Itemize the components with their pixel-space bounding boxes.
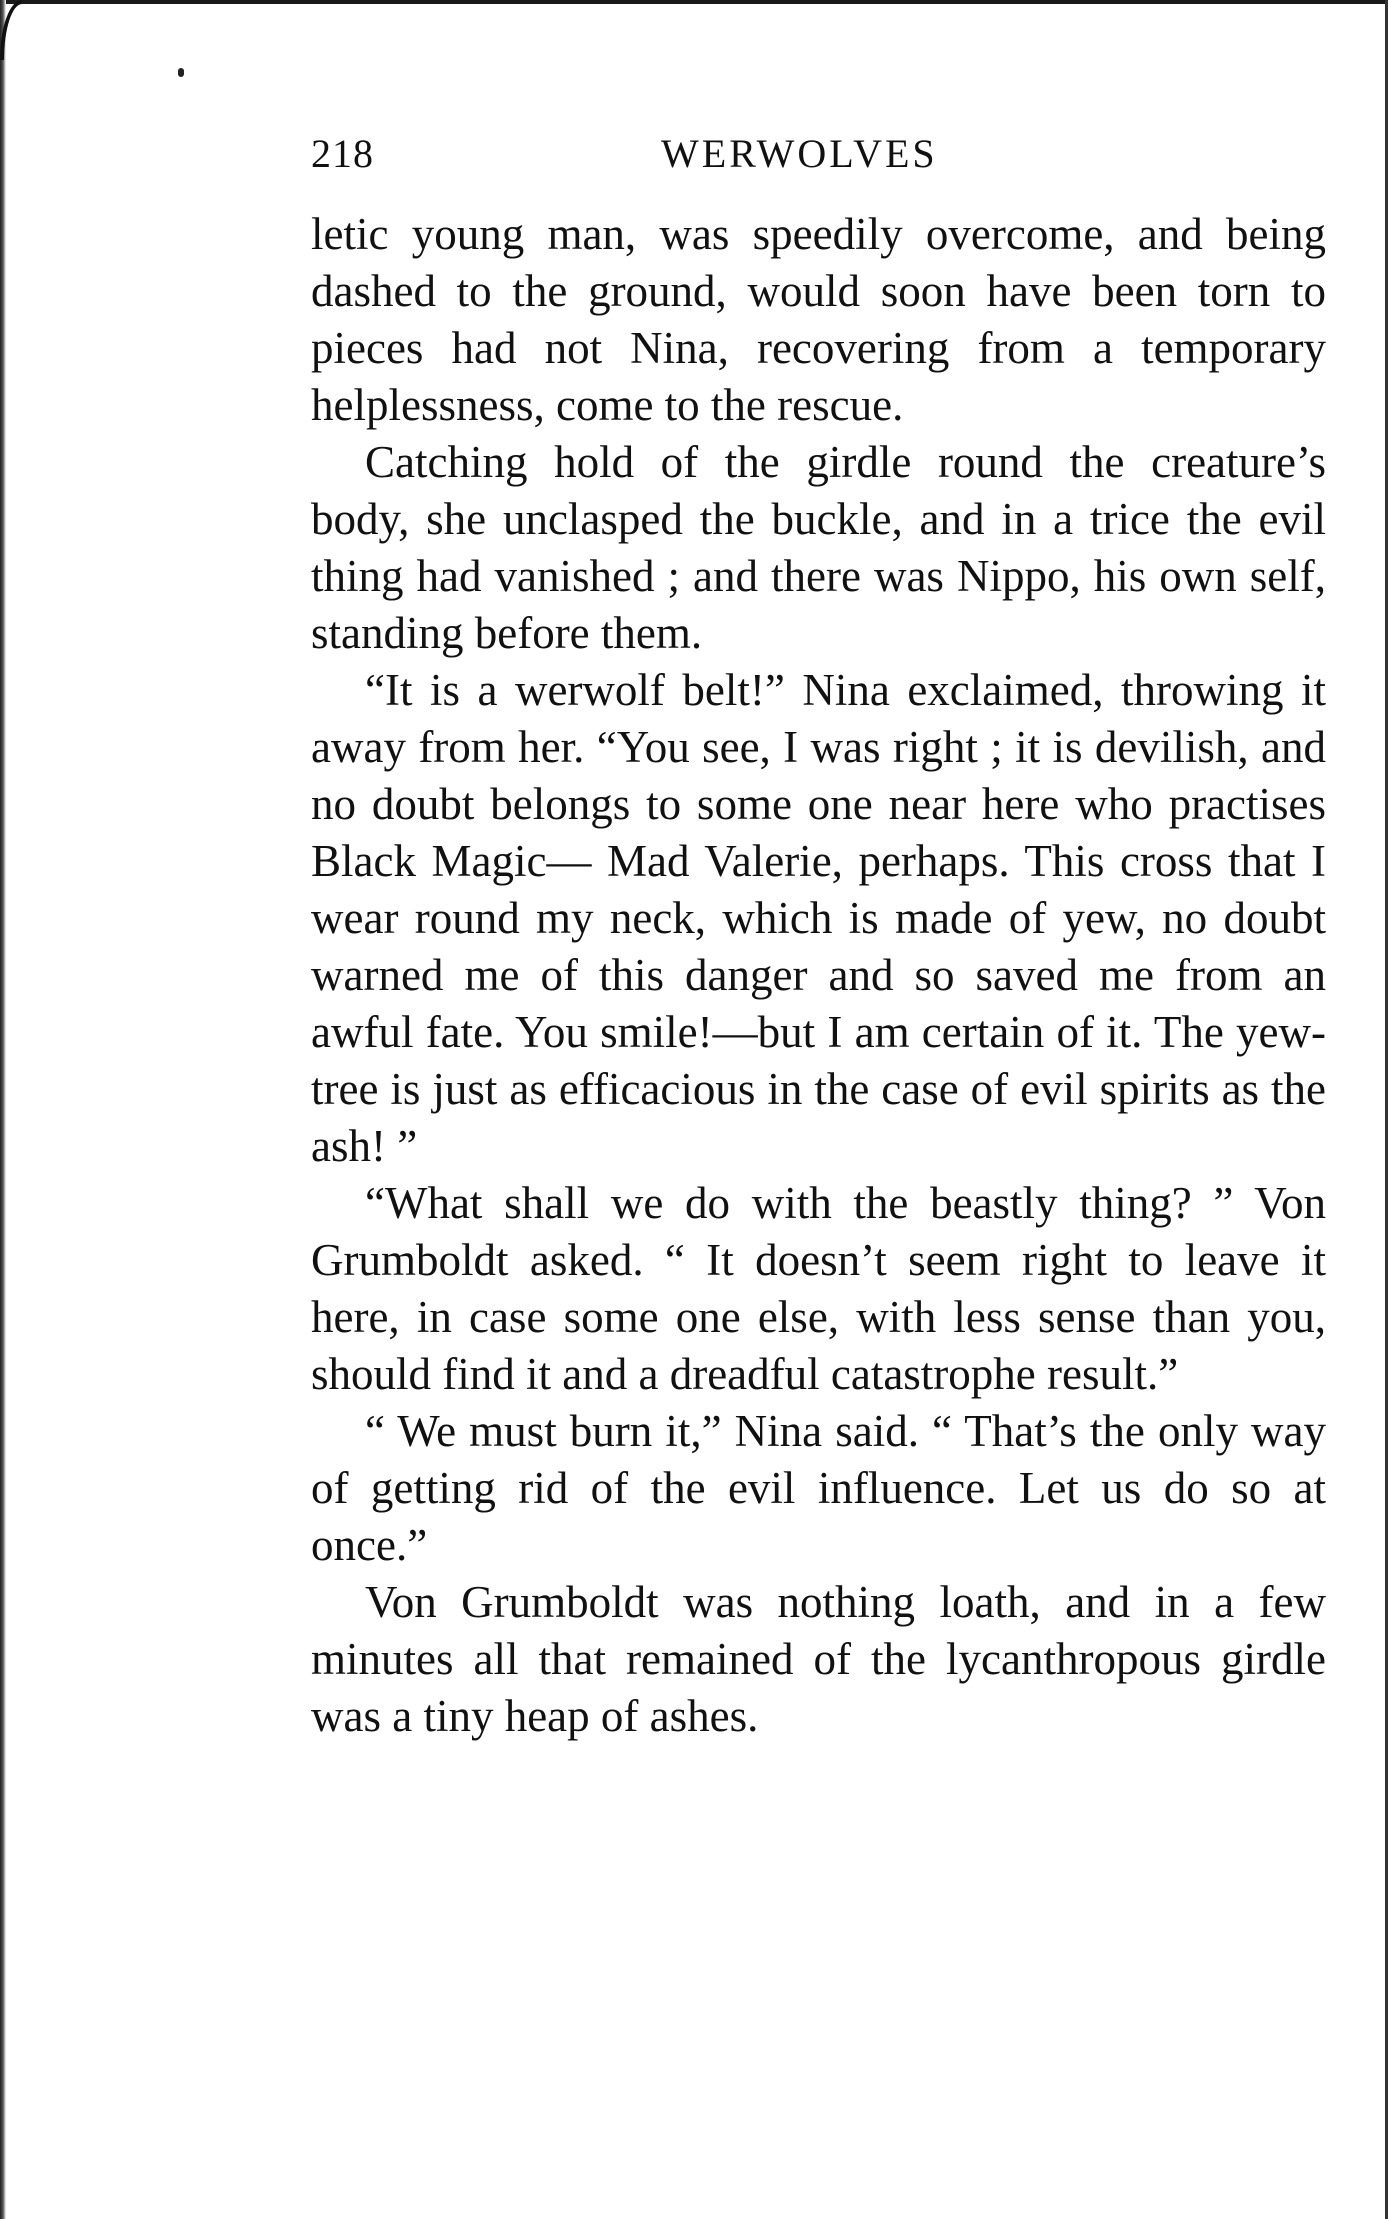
paragraph: “It is a werwolf belt!” Nina exclaimed, throwing it away from her. “You see, I was right ; it is devilish, and no doubt belongs to some one near here who practises Black Magic— Mad Valerie, perhaps. This cross that I wear round my neck, which is made of yew, no doubt warned me of this danger and so saved me from an awful fate. You smile!—but I am certain of it. The yew-tree is just as efficacious in the case of evil spirits as the ash! ” (311, 665, 1326, 1171)
scan-border-left (0, 0, 6, 2219)
paragraph: letic young man, was speedily overcome, and being dashed to the ground, would soon have been torn to pieces had not Nina, recovering from a temporary helplessness, come to the rescue. (311, 209, 1326, 430)
ink-speck (178, 68, 184, 77)
paragraph: Catching hold of the girdle round the creature’s body, she unclasped the buckle, and in a trice the evil thing had vanished ; and there was Nippo, his own self, standing before them. (311, 437, 1326, 658)
book-page (311, 128, 1326, 1745)
page-number: 218 (311, 131, 374, 176)
paragraph: Von Grumboldt was nothing loath, and in a few minutes all that remained of the lycanthropous girdle was a tiny heap of ashes. (311, 1577, 1326, 1741)
running-title: WERWOLVES (661, 131, 938, 176)
paragraph: “ We must burn it,” Nina said. “ That’s the only way of getting rid of the evil influence. Let us do so at once.” (311, 1406, 1326, 1570)
body-text (311, 206, 1326, 1745)
running-head (311, 128, 1326, 180)
paragraph: “What shall we do with the beastly thing? ” Von Grumboldt asked. “ It doesn’t seem right to leave it here, in case some one else, with less sense than you, should find it and a dreadful catastrophe result.” (311, 1178, 1326, 1399)
scan-border-top (0, 0, 1388, 4)
